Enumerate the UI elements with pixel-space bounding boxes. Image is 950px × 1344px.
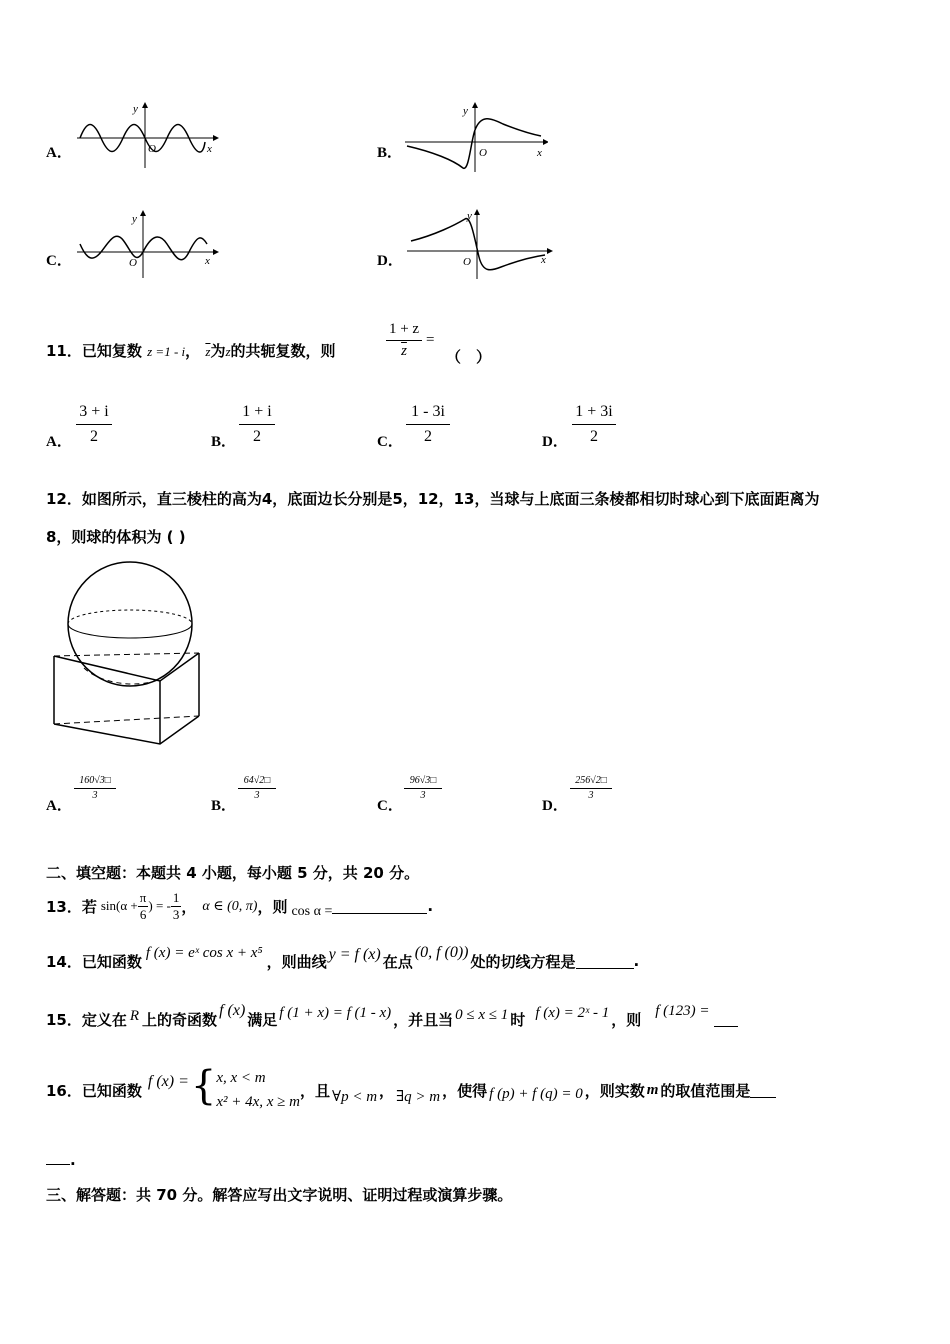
- q10-graph-d: [405, 205, 555, 280]
- q12-option-c-value: [404, 774, 442, 803]
- q15-answer-blank[interactable]: [714, 1012, 738, 1027]
- q10-b-y-label: y: [463, 105, 468, 117]
- q10-d-origin: O: [463, 256, 471, 268]
- q16-exists: ∃q > m: [396, 1088, 441, 1105]
- q13-pi-den: 6: [139, 906, 147, 922]
- q15-text4: 时: [510, 1010, 526, 1029]
- q13-expr1: sin(α +: [100, 898, 138, 913]
- q15-R: R: [129, 1007, 140, 1024]
- q15-ask: f (123) =: [655, 1002, 710, 1019]
- q12-option-b-value: [238, 774, 276, 803]
- q13-number: 13．若: [46, 897, 97, 916]
- q11-z: z: [225, 344, 231, 359]
- q13-pi-num: π: [139, 889, 147, 905]
- q11-equals: =: [426, 332, 435, 348]
- q11-option-d-value: [572, 400, 616, 449]
- q12-option-c-num: 96√3□: [404, 774, 442, 789]
- q16-text2: ，使得: [442, 1081, 488, 1100]
- q16-eq: f (p) + f (q) = 0: [489, 1085, 583, 1102]
- q11-option-b-den: 2: [253, 428, 261, 445]
- q13-third-den: 3: [172, 906, 180, 922]
- q16-case2: x² + 4x, x ≥ m: [216, 1094, 300, 1110]
- q11-option-c-den: 2: [424, 428, 432, 445]
- section3-title: 三、解答题：共 70 分。解答应写出文字说明、证明过程或演算步骤。: [46, 1186, 513, 1204]
- q14-point: (0, f (0)): [414, 944, 469, 961]
- q11-number: 11．: [46, 342, 82, 360]
- q11-option-a-den: 2: [90, 428, 98, 445]
- q10-graph-b: [403, 100, 548, 175]
- q16-cases: [216, 1066, 300, 1114]
- q10-option-d-label: D．: [377, 253, 403, 269]
- q16-forall: ∀p < m: [332, 1088, 378, 1105]
- q10-option-a-label: A．: [46, 145, 72, 161]
- q12-option-d-value: [570, 774, 612, 803]
- q11-text3: 的共轭复数，则: [230, 342, 336, 360]
- q13-third-frac: [171, 890, 182, 923]
- q13-pi-frac: [138, 890, 149, 923]
- q11-option-c-num: 1 - 3i: [406, 400, 450, 425]
- q10-c-x-label: x: [205, 255, 210, 267]
- q10-b-origin: O: [479, 147, 487, 159]
- q15-fx: f (x): [219, 1002, 246, 1019]
- q11-fraction: [386, 318, 422, 361]
- q10-c-y-label: y: [132, 213, 137, 225]
- q10-a-x-label: x: [207, 143, 212, 155]
- q14-f-def: f (x) = eˣ cos x + x⁵: [145, 944, 263, 961]
- q12-options: [46, 774, 686, 814]
- q10-option-c-label: C．: [46, 253, 72, 269]
- q12-option-b-label: B．: [211, 798, 237, 814]
- q15-line: [46, 1002, 738, 1036]
- q10-graph-c: [75, 208, 220, 280]
- q13-line: [46, 886, 433, 926]
- q14-text3: 处的切线方程是: [470, 952, 576, 971]
- q16-text1: ，且: [300, 1081, 331, 1100]
- q16-brace: {: [190, 1063, 217, 1109]
- q16-case1: x, x < m: [216, 1070, 266, 1086]
- q12-option-c-label: C．: [377, 798, 403, 814]
- q12-line1: 12．如图所示，直三棱柱的高为4，底面边长分别是5，12，13，当球与上底面三条棱都相切时球心到下底面距离为: [46, 490, 820, 508]
- q10-c-origin: O: [129, 257, 137, 269]
- q10-a-origin: O: [148, 143, 156, 155]
- q11-answer-paren: （ ）: [446, 348, 492, 366]
- q11-option-a-num: 3 + i: [76, 400, 112, 425]
- q15-text2: 满足: [247, 1010, 278, 1029]
- q10-b-x-label: x: [537, 147, 542, 159]
- q15-range: 0 ≤ x ≤ 1: [455, 1006, 509, 1023]
- q16-m: m: [646, 1081, 659, 1098]
- q11-frac-num: 1 + z: [386, 318, 422, 341]
- q14-text2: 在点: [382, 952, 413, 971]
- q13-end: .: [427, 897, 434, 915]
- q14-end: .: [633, 952, 640, 970]
- q14-text1: ，则曲线: [266, 952, 327, 971]
- q11-z-def: z =1 - i: [147, 344, 186, 359]
- q12-line2: 8，则球的体积为 ( ): [46, 528, 186, 546]
- q13-answer-blank[interactable]: [332, 899, 427, 914]
- q11-option-b-value: [239, 400, 275, 449]
- q13-comma: ，: [181, 897, 197, 916]
- q12-option-a-num: 160√3□: [74, 774, 116, 789]
- q11-option-d-num: 1 + 3i: [572, 400, 616, 425]
- q10-option-b-label: B．: [377, 145, 403, 161]
- q16-line: [46, 1062, 776, 1118]
- q11-zbar: $\overline{z}$: [205, 344, 211, 359]
- q13-alpha-range: α ∈ (0, π): [202, 898, 258, 914]
- q15-def: f (x) = 2ˣ - 1: [535, 1004, 610, 1021]
- q16-fx: f (x) =: [147, 1073, 189, 1090]
- q14-number: 14．已知函数: [46, 952, 142, 971]
- q16-comma: ，: [379, 1081, 395, 1100]
- q11-option-c-value: [406, 400, 450, 449]
- q11-option-d-label: D．: [542, 434, 568, 450]
- q14-answer-blank[interactable]: [576, 954, 634, 969]
- q14-curve: y = f (x): [328, 946, 381, 963]
- q12-option-d-num: 256√2□: [570, 774, 612, 789]
- q11-options: [46, 400, 686, 456]
- q14-line: [46, 944, 639, 978]
- q12-option-d-den: 3: [588, 790, 594, 801]
- q16-number: 16．已知函数: [46, 1081, 142, 1100]
- q12-option-a-value: [74, 774, 116, 803]
- q16-text3: ，则实数: [584, 1081, 645, 1100]
- q15-text1: 上的奇函数: [142, 1010, 218, 1029]
- q12-option-d-label: D．: [542, 798, 568, 814]
- q11-option-a-value: [76, 400, 112, 449]
- section2-title: 二、填空题：本题共 4 小题，每小题 5 分，共 20 分。: [46, 864, 420, 882]
- q11-option-b-label: B．: [211, 434, 237, 450]
- q10-graph-a: [75, 100, 220, 170]
- q15-cond: f (1 + x) = f (1 - x): [279, 1004, 392, 1021]
- q12-option-a-label: A．: [46, 798, 72, 814]
- q15-text3: ，并且当: [393, 1010, 454, 1029]
- q11-option-d-den: 2: [590, 428, 598, 445]
- q11-text1: 已知复数: [81, 342, 142, 360]
- q11-text2: 为: [210, 342, 226, 360]
- q12-option-b-num: 64√2□: [238, 774, 276, 789]
- q10-d-y-label: y: [467, 210, 472, 222]
- q16-end: .: [70, 1151, 76, 1169]
- q13-third-num: 1: [172, 889, 180, 905]
- q13-expr2: ) = -: [148, 898, 171, 913]
- q12-option-a-den: 3: [92, 790, 98, 801]
- q16-line2: [46, 1150, 76, 1169]
- q16-answer-blank[interactable]: [750, 1083, 776, 1098]
- q15-text5: ，则: [611, 1010, 642, 1029]
- q11-option-b-num: 1 + i: [239, 400, 275, 425]
- q12-figure-prism-sphere: [46, 556, 206, 748]
- q13-text: ，则: [257, 897, 288, 916]
- q10-a-y-label: y: [133, 103, 138, 115]
- q11-comma: ，: [185, 342, 201, 360]
- q10-d-x-label: x: [541, 254, 546, 266]
- q16-answer-blank-cont[interactable]: [46, 1150, 70, 1165]
- q15-number: 15．定义在: [46, 1010, 127, 1029]
- q12-option-c-den: 3: [420, 790, 426, 801]
- q16-text4: 的取值范围是: [660, 1081, 751, 1100]
- q13-cos: cos α =: [291, 904, 333, 919]
- q11-option-c-label: C．: [377, 434, 403, 450]
- q12-option-b-den: 3: [254, 790, 260, 801]
- q11-stem: [46, 340, 336, 361]
- q11-option-a-label: A．: [46, 434, 72, 450]
- q11-frac-den: z: [401, 343, 407, 359]
